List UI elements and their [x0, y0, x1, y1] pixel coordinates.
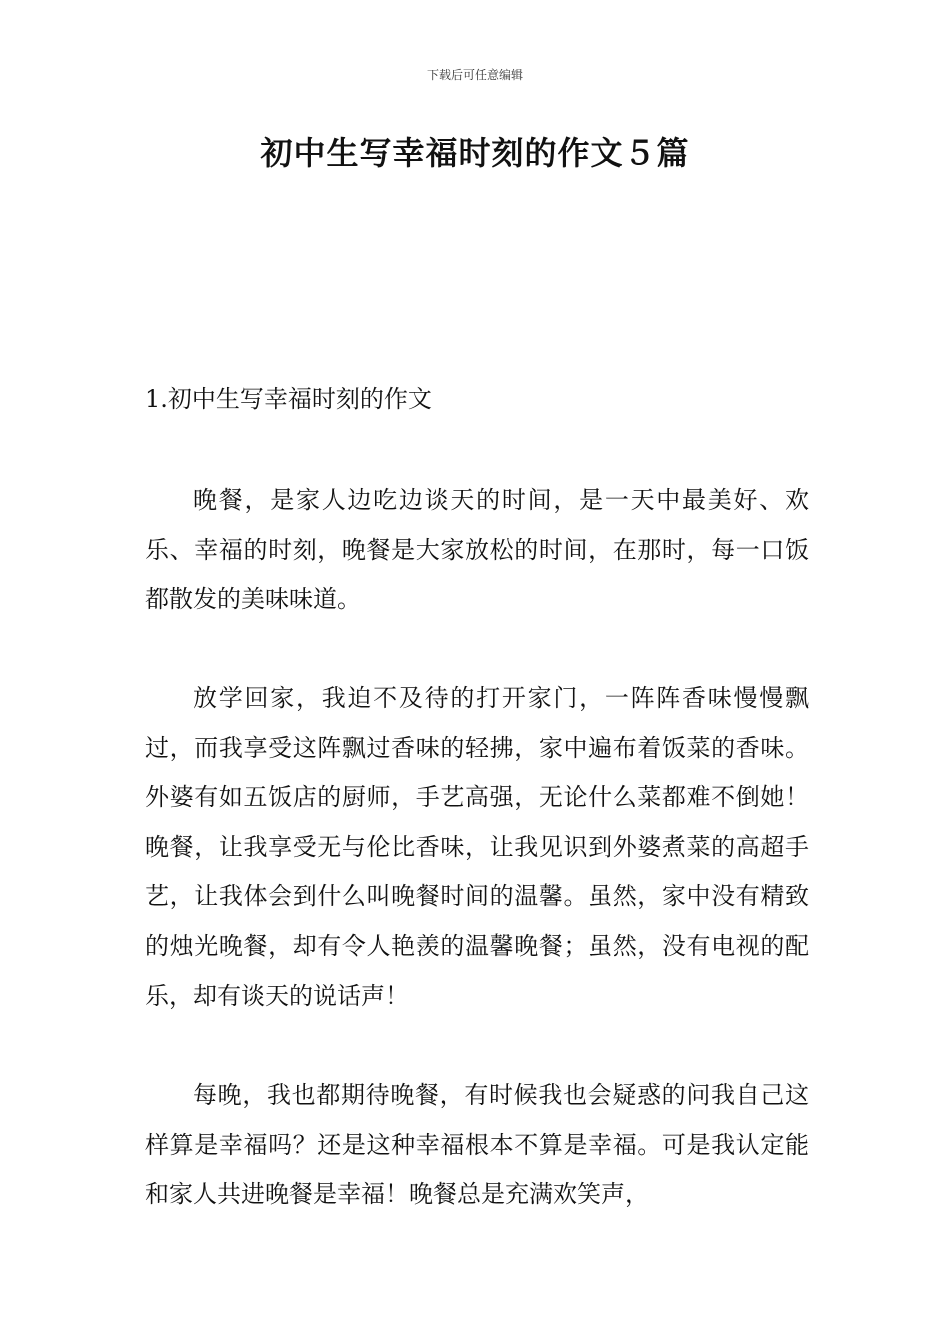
section-heading: 1.初中生写幸福时刻的作文	[145, 385, 432, 413]
paragraph: 晚餐，是家人边吃边谈天的时间，是一天中最美好、欢乐、幸福的时刻，晚餐是大家放松的时间，在那时，每一口饭都散发的美味味道。	[145, 486, 809, 614]
header-note: 下载后可任意编辑	[426, 68, 523, 82]
paragraph: 放学回家，我迫不及待的打开家门，一阵阵香味慢慢飘过，而我享受这阵飘过香味的轻拂，家中遍布着饭菜的香味。外婆有如五饭店的厨师，手艺高强，无论什么菜都难不倒她！晚餐，让我享受无与伦比香味，让我见识到外婆煮菜的高超手艺，让我体会到什么叫晚餐时间的温馨。虽然，家中没有精致的烛光晚餐，却有令人艳羡的温馨晚餐；虽然，没有电视的配乐，却有谈天的说话声！	[145, 684, 809, 1010]
document-title: 初中生写幸福时刻的作文５篇	[260, 134, 690, 172]
paragraph: 每晚，我也都期待晚餐，有时候我也会疑惑的问我自己这样算是幸福吗？还是这种幸福根本不算是幸福。可是我认定能和家人共进晚餐是幸福！晚餐总是充满欢笑声，	[145, 1081, 809, 1209]
